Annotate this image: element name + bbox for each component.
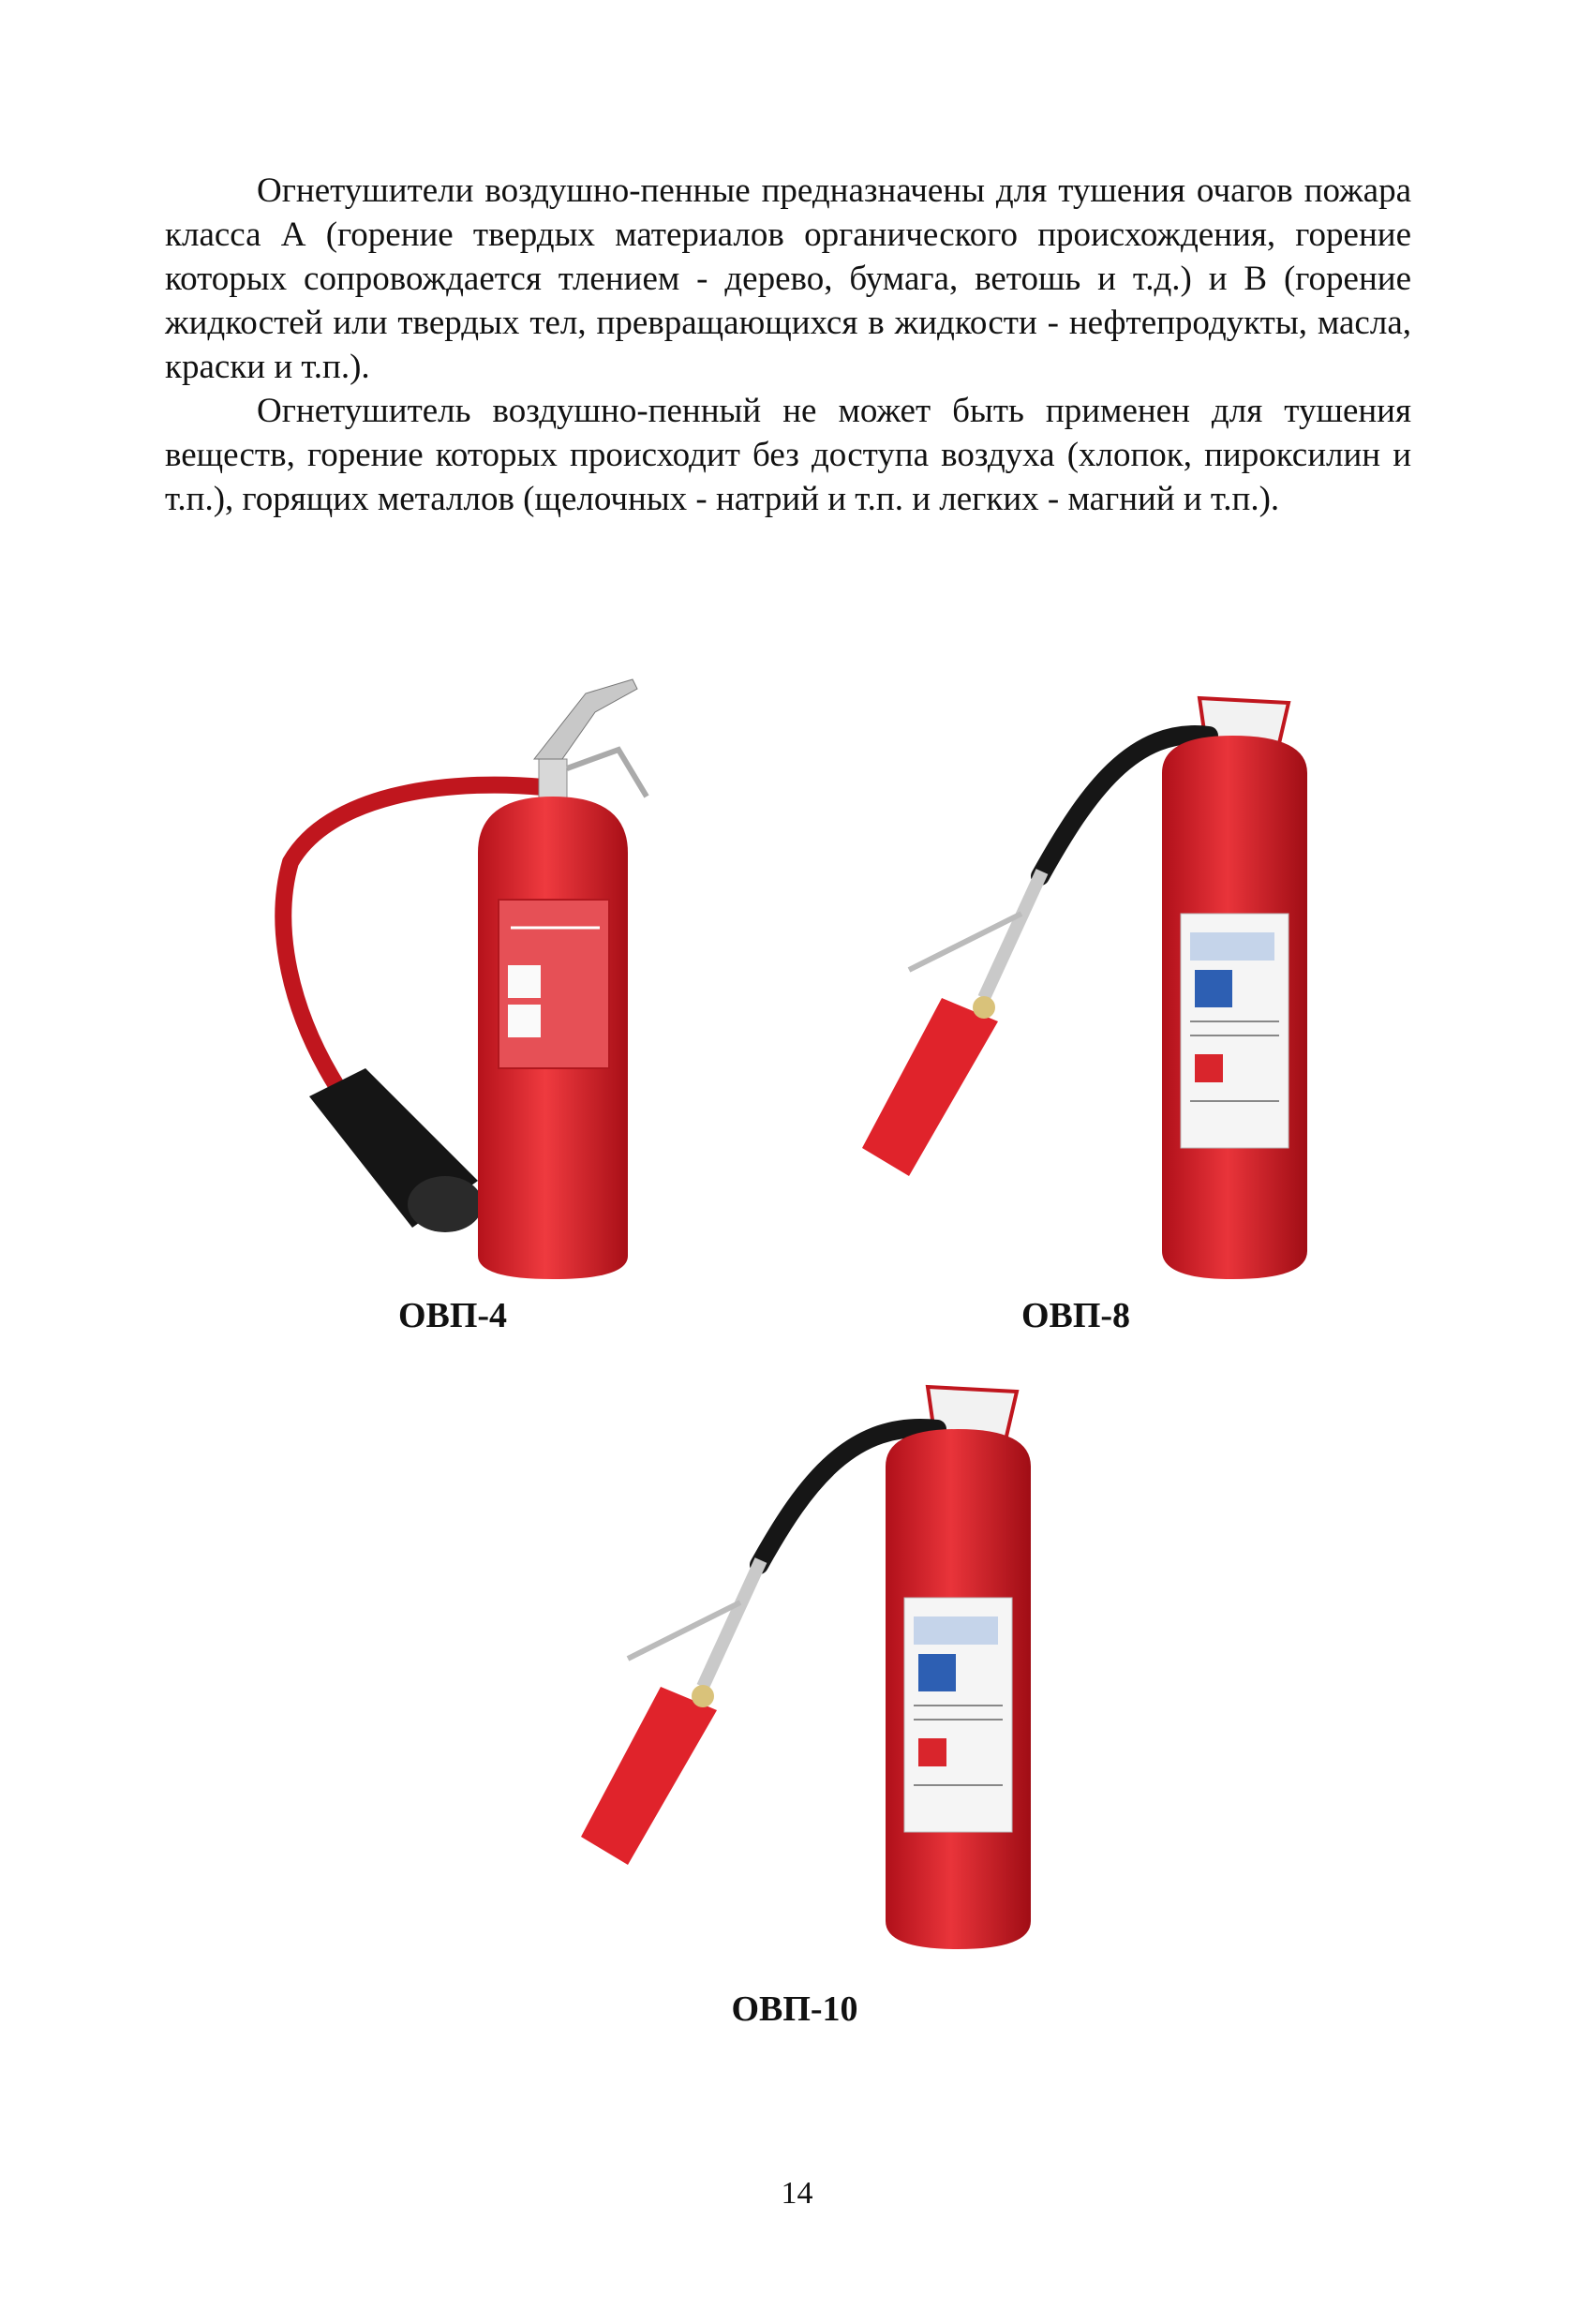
figure-ovp-4 xyxy=(253,656,693,1293)
fire-extinguisher-small-icon xyxy=(253,656,693,1293)
caption-ovp-10: ОВП-10 xyxy=(731,1989,858,2029)
body-text xyxy=(165,169,1411,521)
page-number: 14 xyxy=(781,2176,813,2211)
caption-ovp-4: ОВП-4 xyxy=(397,1296,508,1335)
paragraph-2: Огнетушитель воздушно-пенный не может быть применен для тушения веществ, горение которых происходит без доступа воздуха (хлопок, пироксилин и т.п.), горящих металлов (щелочных - натрий и т.п. и легких - магний и т.п.). xyxy=(165,392,1411,518)
fire-extinguisher-icon xyxy=(553,1378,1059,1959)
figure-ovp-10 xyxy=(553,1378,1059,1959)
caption-ovp-8: ОВП-8 xyxy=(1020,1296,1131,1335)
paragraph-1: Огнетушители воздушно-пенные предназначены для тушения очагов пожара класса А (горение твердых материалов органического происхождения, горение которых сопровождается тлением - дерево, бумага, ветошь и т.д.) и В (горение жидкостей или твердых тел, превращающихся в жидкости - нефтепродукты, масла, краски и т.п.). xyxy=(165,171,1411,386)
fire-extinguisher-icon xyxy=(834,689,1340,1289)
figure-ovp-8 xyxy=(834,689,1340,1289)
